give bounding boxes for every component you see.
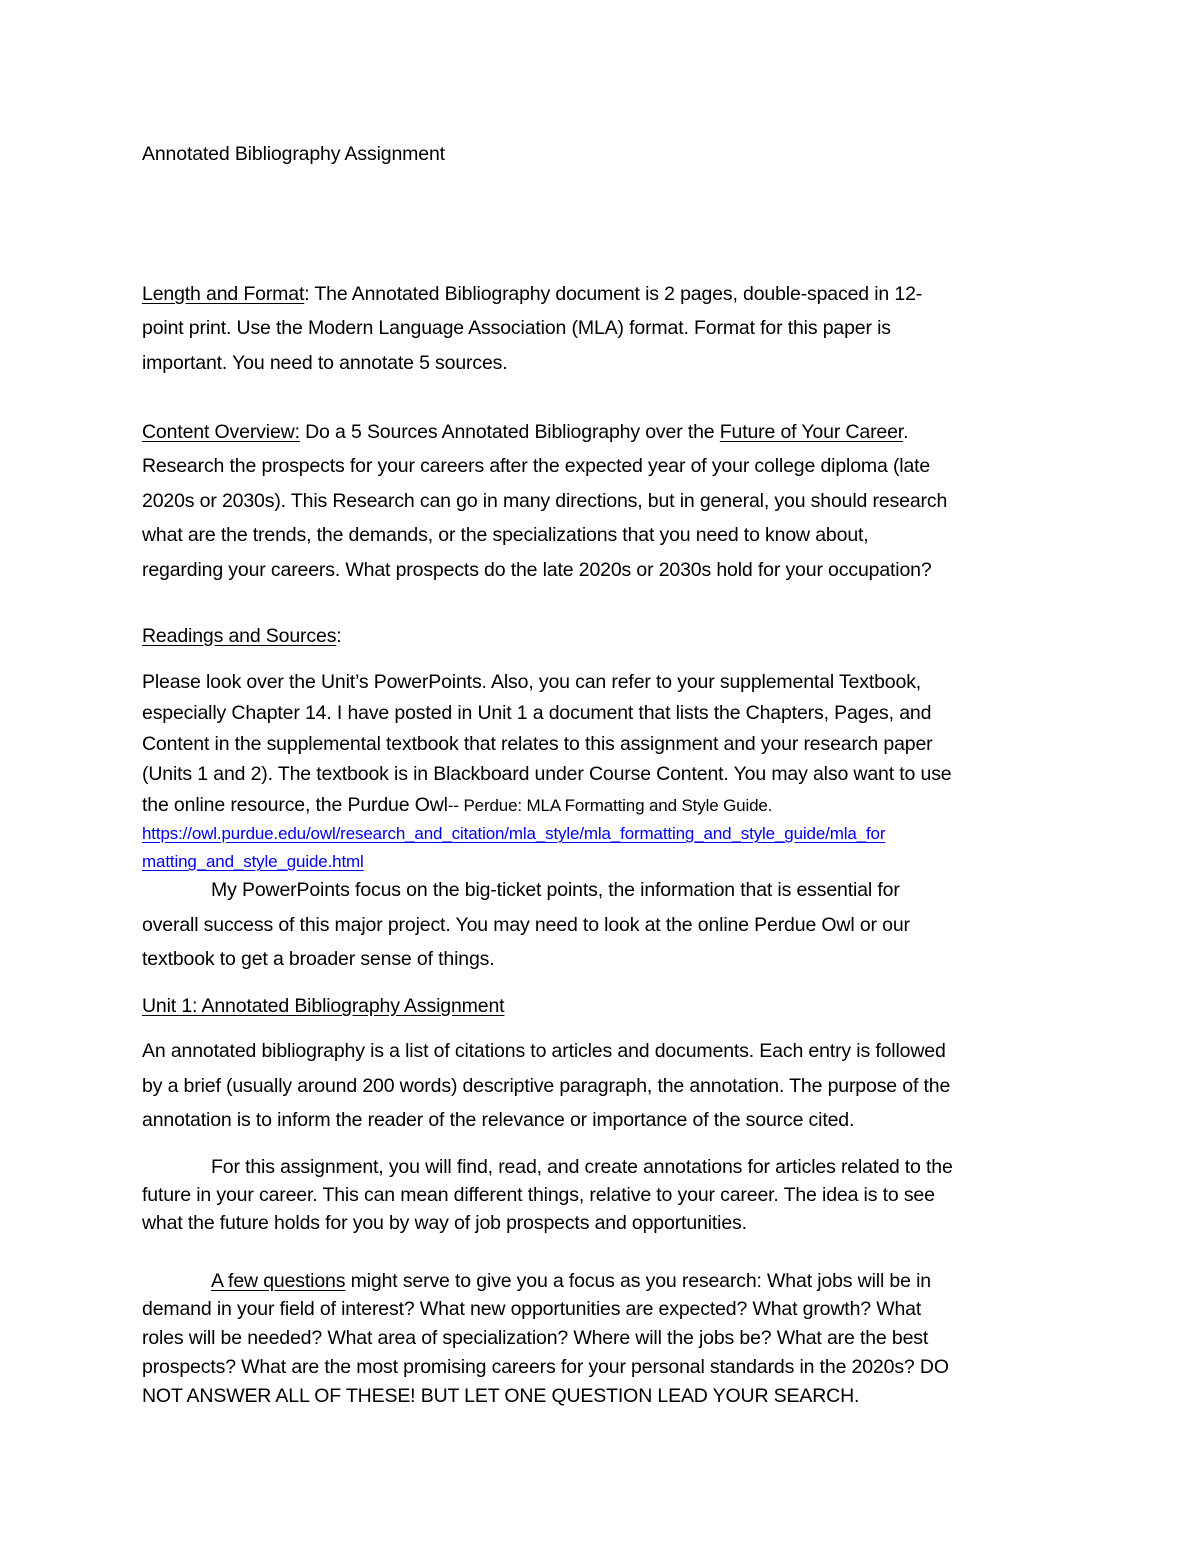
readings-line-5-main: the online resource, the Purdue Owl bbox=[142, 794, 448, 816]
powerpoints-line-1: My PowerPoints focus on the big-ticket points, the information that is essential for bbox=[211, 879, 900, 901]
readings-label: Readings and Sources bbox=[142, 625, 337, 647]
readings-line-3: Content in the supplemental textbook that relates to this assignment and your research paper bbox=[142, 733, 933, 755]
unit1-p3-line-4: prospects? What are the most promising careers for your personal standards in the 2020s? DO bbox=[142, 1356, 949, 1378]
content-overview-line-2: Research the prospects for your careers after the expected year of your college diploma (late bbox=[142, 455, 931, 477]
readings-line-4: (Units 1 and 2). The textbook is in Blackboard under Course Content. You may also want to use bbox=[142, 763, 952, 785]
purdue-owl-reference: -- Perdue: MLA Formatting and Style Guide. bbox=[447, 796, 773, 815]
length-format-line-1 bbox=[142, 283, 922, 306]
unit1-p2-line-3: what the future holds for you by way of job prospects and opportunities. bbox=[142, 1212, 747, 1234]
unit1-heading: Unit 1: Annotated Bibliography Assignment bbox=[142, 995, 505, 1017]
content-overview-period: . bbox=[903, 421, 909, 443]
career-topic: Future of Your Career bbox=[719, 421, 904, 443]
purdue-owl-link-line-1[interactable]: https://owl.purdue.edu/owl/research_and_citation/mla_style/mla_formatting_and_style_guide/mla_for bbox=[142, 824, 886, 843]
unit1-p1-line-1: An annotated bibliography is a list of citations to articles and documents. Each entry is followed bbox=[142, 1040, 946, 1062]
unit1-p3-text-1: might serve to give you a focus as you research: What jobs will be in bbox=[345, 1270, 931, 1292]
unit1-p3-line-1 bbox=[211, 1270, 931, 1293]
unit1-p2-line-2: future in your career. This can mean different things, relative to your career. The idea is to see bbox=[142, 1184, 935, 1206]
few-questions-label: A few questions bbox=[211, 1270, 346, 1292]
readings-heading bbox=[142, 625, 342, 648]
powerpoints-line-3: textbook to get a broader sense of things. bbox=[142, 948, 495, 970]
purdue-owl-link-line-2[interactable]: matting_and_style_guide.html bbox=[142, 852, 364, 871]
length-format-label: Length and Format bbox=[142, 283, 305, 305]
readings-line-2: especially Chapter 14. I have posted in Unit 1 a document that lists the Chapters, Pages, and bbox=[142, 702, 932, 724]
content-overview-line-1 bbox=[142, 421, 908, 444]
content-overview-line-4: what are the trends, the demands, or the specializations that you need to know about, bbox=[142, 524, 869, 546]
readings-line-5 bbox=[142, 794, 772, 817]
unit1-p1-line-2: by a brief (usually around 200 words) descriptive paragraph, the annotation. The purpose of the bbox=[142, 1075, 951, 1097]
length-format-line-2: point print. Use the Modern Language Association (MLA) format. Format for this paper is bbox=[142, 317, 891, 339]
unit1-p2-line-1: For this assignment, you will find, read, and create annotations for articles related to the bbox=[211, 1156, 953, 1178]
length-format-text-1: : The Annotated Bibliography document is 2 pages, double-spaced in 12- bbox=[304, 283, 923, 305]
document-title: Annotated Bibliography Assignment bbox=[142, 143, 445, 165]
unit1-p3-line-3: roles will be needed? What area of specialization? Where will the jobs be? What are the best bbox=[142, 1327, 929, 1349]
readings-line-1: Please look over the Unit’s PowerPoints. Also, you can refer to your supplemental Textbook, bbox=[142, 671, 922, 693]
content-overview-line-5: regarding your careers. What prospects do the late 2020s or 2030s hold for your occupation? bbox=[142, 559, 932, 581]
unit1-p1-line-3: annotation is to inform the reader of the relevance or importance of the source cited. bbox=[142, 1109, 855, 1131]
powerpoints-line-2: overall success of this major project. You may need to look at the online Perdue Owl or our bbox=[142, 914, 910, 936]
unit1-p3-line-5: NOT ANSWER ALL OF THESE! BUT LET ONE QUESTION LEAD YOUR SEARCH. bbox=[142, 1385, 860, 1407]
content-overview-line-3: 2020s or 2030s). This Research can go in many directions, but in general, you should research bbox=[142, 490, 948, 512]
unit1-p3-line-2: demand in your field of interest? What new opportunities are expected? What growth? What bbox=[142, 1298, 922, 1320]
content-overview-text-1: Do a 5 Sources Annotated Bibliography over the bbox=[299, 421, 720, 443]
content-overview-label: Content Overview: bbox=[142, 421, 300, 443]
length-format-line-3: important. You need to annotate 5 sources. bbox=[142, 352, 508, 374]
readings-colon: : bbox=[336, 625, 342, 647]
